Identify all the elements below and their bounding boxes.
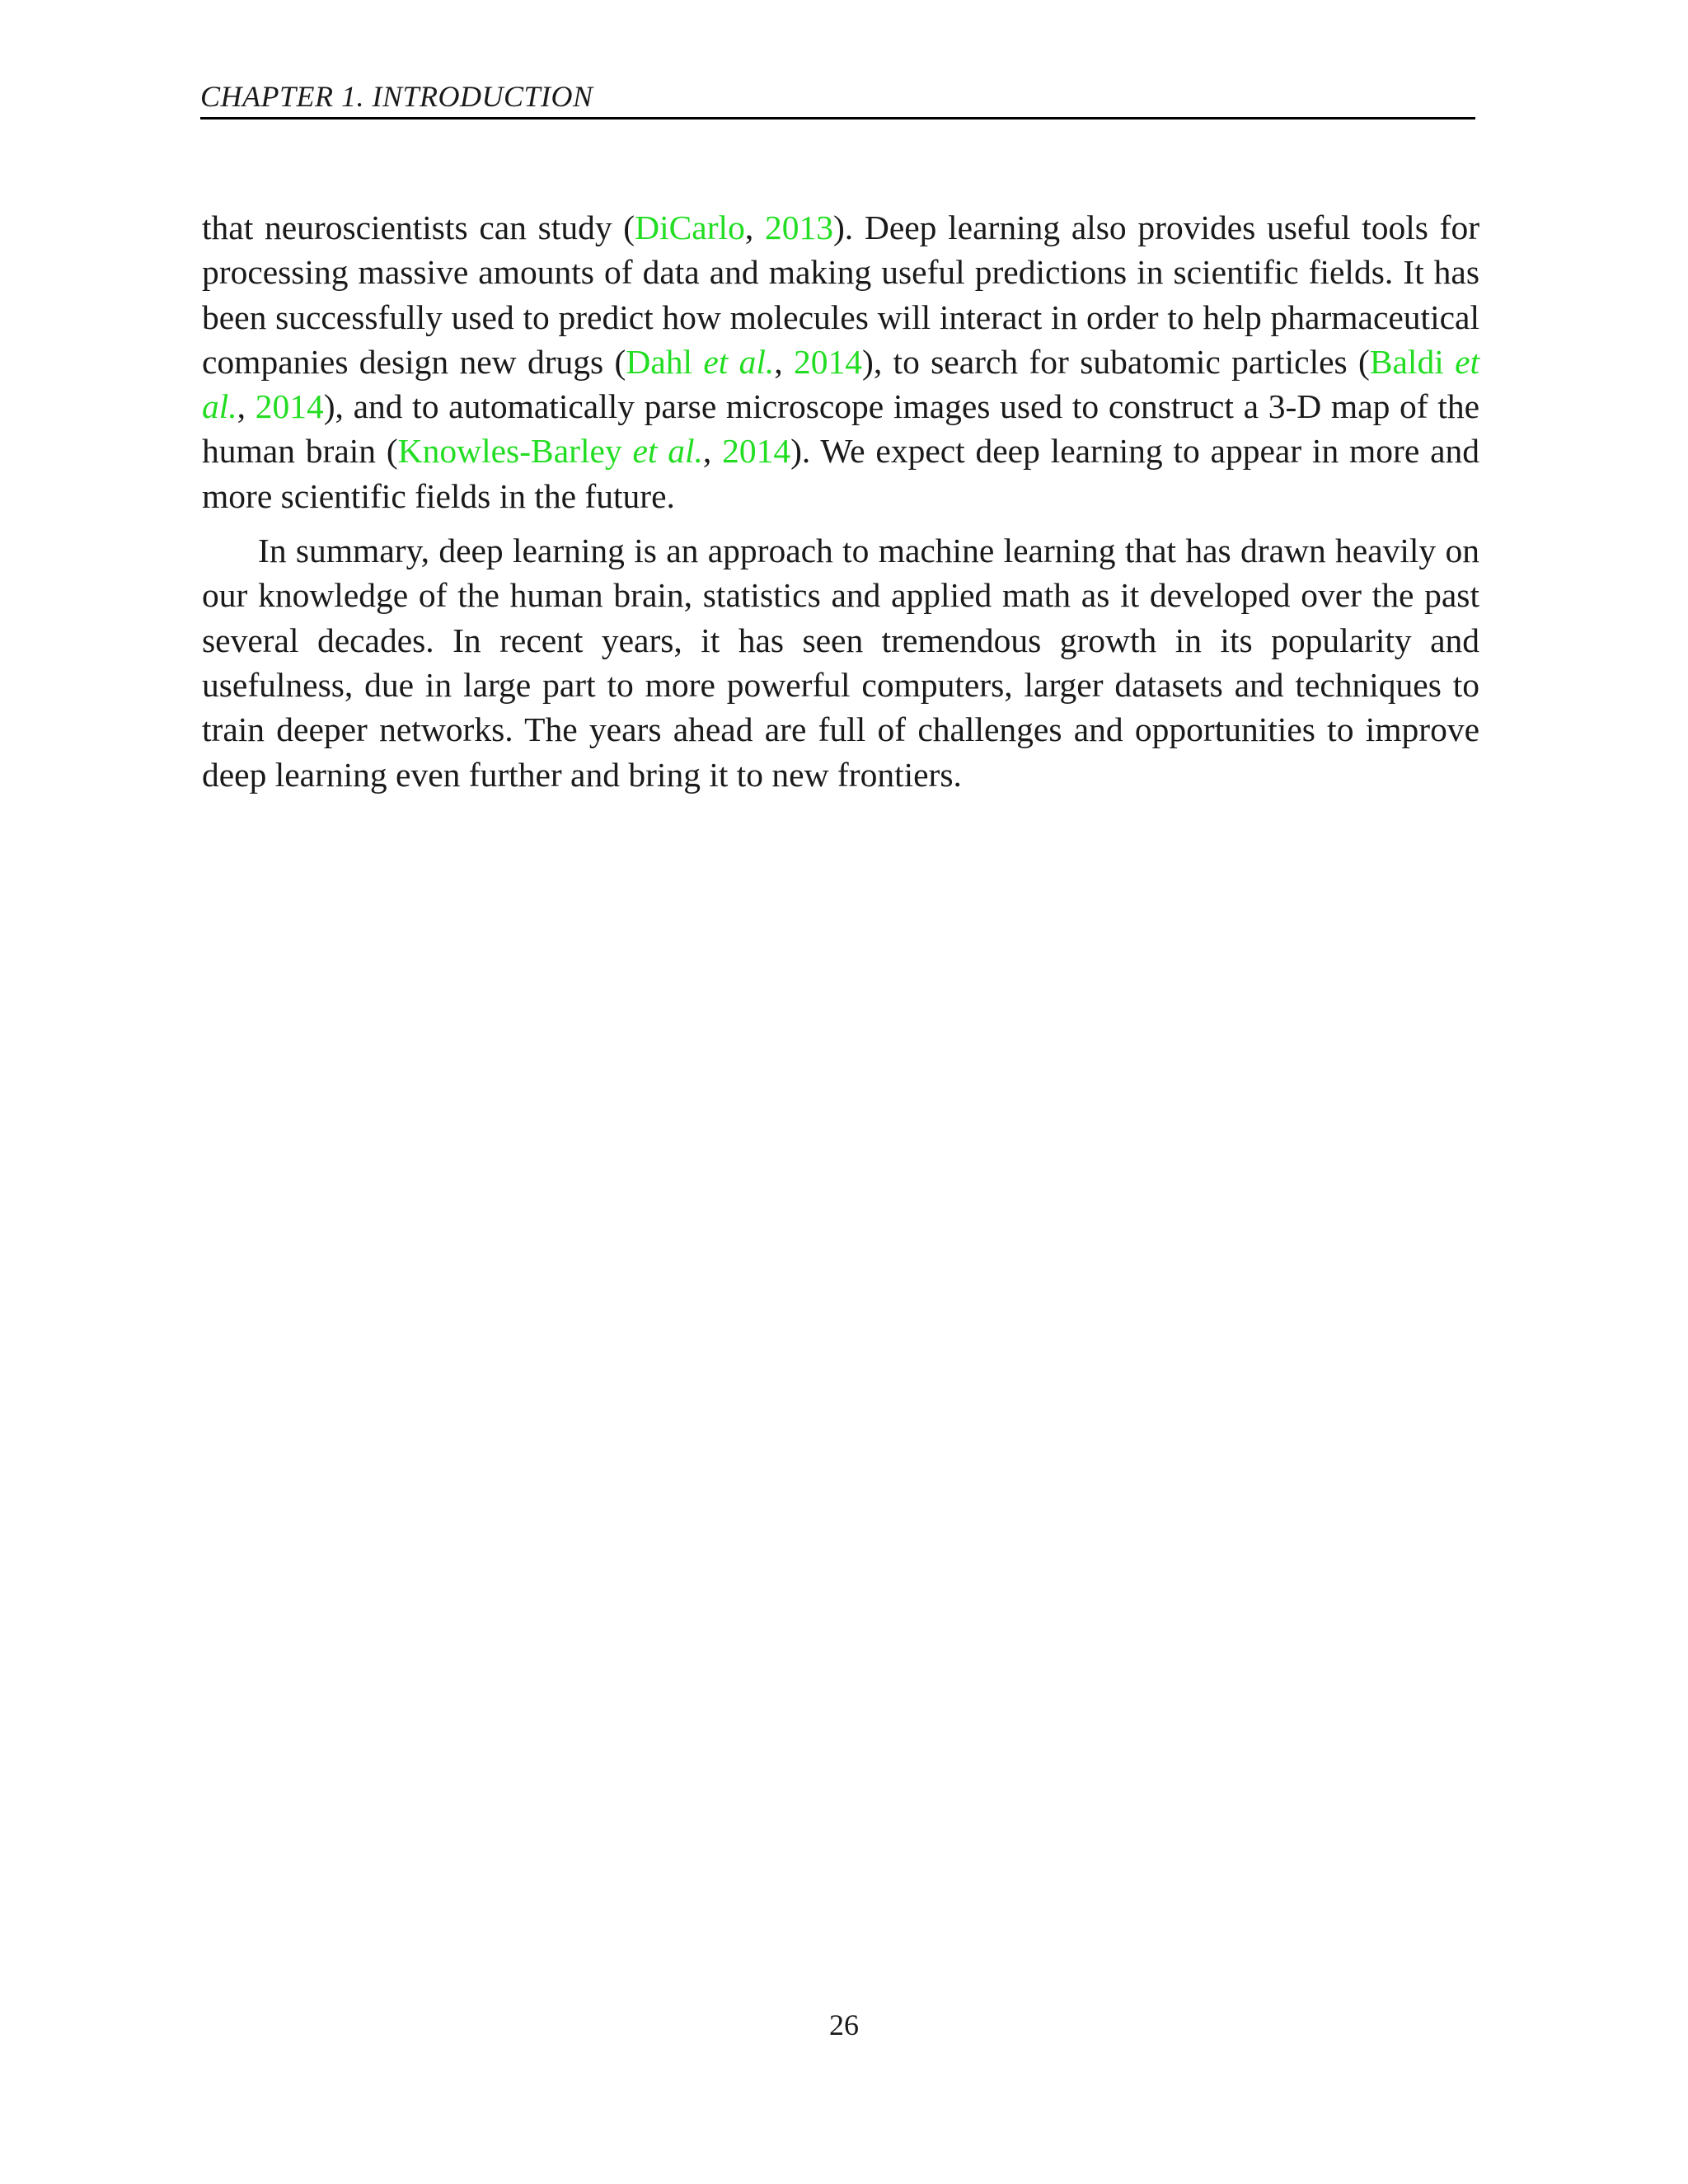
citation [626, 343, 862, 381]
citation-year-link[interactable]: 2014 [794, 342, 863, 381]
citation-author-link[interactable]: Dahl et al. [626, 342, 775, 381]
chapter-title: CHAPTER 1. INTRODUCTION [200, 80, 593, 113]
body-text-run: ). We expect deep learning to appear in more and more scientific fields in the future. [202, 432, 1480, 515]
citation [635, 209, 833, 246]
citation-year-link[interactable]: 2013 [764, 209, 833, 246]
body-text-run: that neuroscientists can study ( [202, 209, 635, 246]
body-text-run: ). Deep learning also provides useful tools for processing massive amounts of data and making useful predictions in scientific fields. It has been successfully used to predict how molecules will interact in order to help pharmaceutical companies design new drugs ( [202, 209, 1480, 381]
citation-separator: , [702, 432, 723, 471]
citation-author-link[interactable]: Knowles-Barley et al. [397, 432, 703, 471]
body-text-run: In summary, deep learning is an approach to machine learning that has drawn heavily on our knowledge of the human brain, statistics and applied math as it developed over the past several decades. In recent years, it has seen tremendous growth in its popularity and usefulness, due in large part to more powerful computers, larger datasets and techniques to train deeper networks. The years ahead are full of challenges and opportunities to improve deep learning even further and bring it to new frontiers. [202, 532, 1479, 794]
citation-year-link[interactable]: 2014 [255, 387, 324, 426]
citation-et-al: et al. [703, 342, 775, 381]
running-header [200, 76, 1475, 120]
citation-et-al: et al. [632, 432, 703, 471]
citation-separator: , [237, 387, 256, 426]
citation [398, 432, 790, 470]
citation-year-link[interactable]: 2014 [722, 432, 791, 471]
paragraph [202, 528, 1479, 797]
citation-et-al: et al. [202, 342, 1480, 426]
citation-separator: , [774, 342, 795, 381]
citation-author-link[interactable]: Baldi et al. [202, 342, 1480, 426]
body-text [202, 205, 1479, 797]
body-text-run: ), and to automatically parse microscope images used to construct a 3-D map of the human brain ( [202, 387, 1479, 471]
page-number: 26 [829, 2008, 859, 2041]
citation-separator: , [744, 209, 765, 246]
citation-author-link[interactable]: DiCarlo [635, 209, 745, 246]
body-text-run: ), to search for subatomic particles ( [862, 342, 1370, 381]
paragraph [202, 205, 1479, 518]
